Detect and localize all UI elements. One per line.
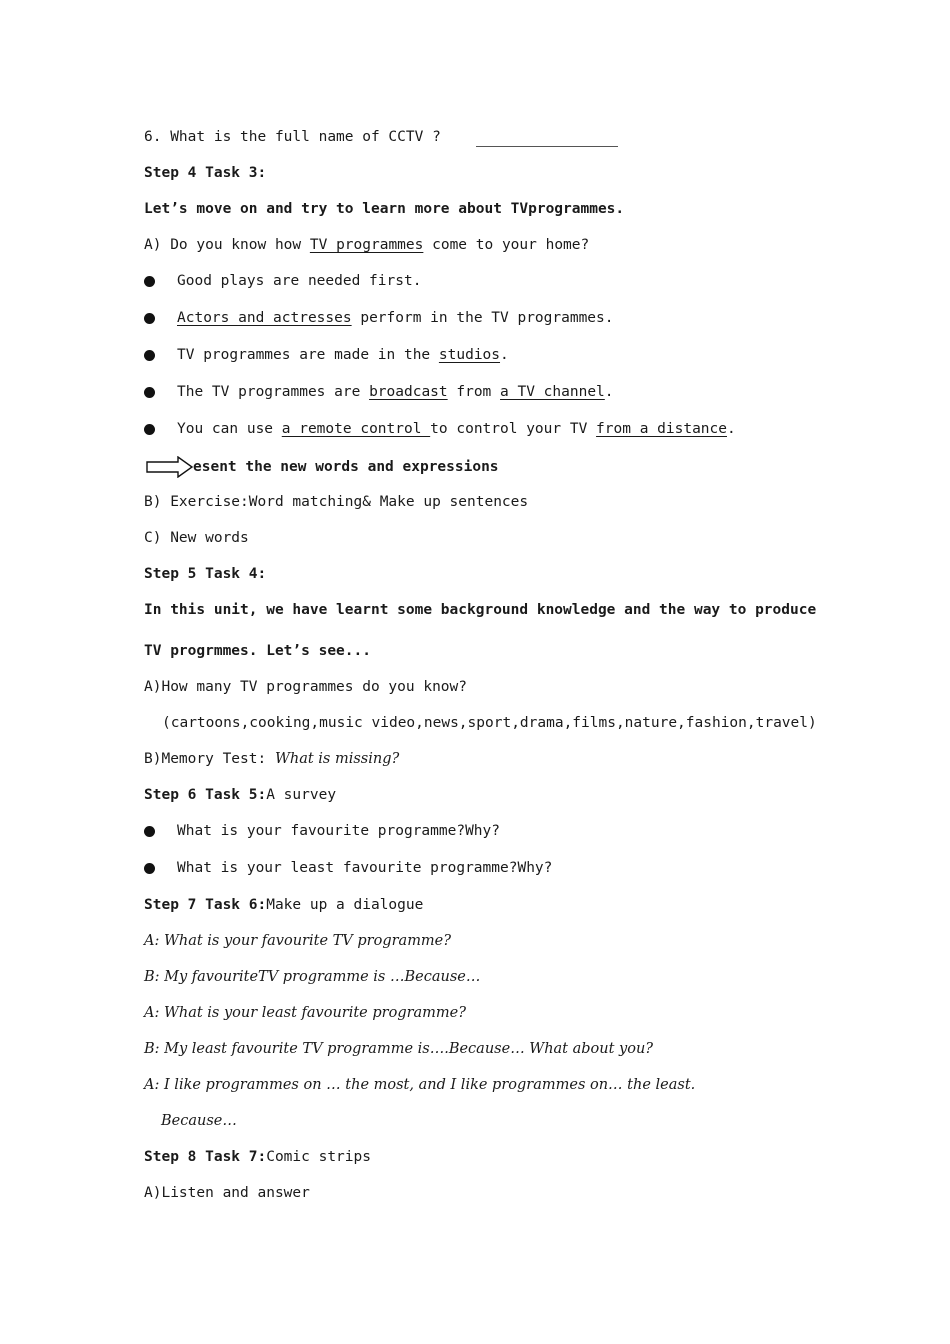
bullet-item: You can use a remote control to control your TV from a distance.	[177, 421, 736, 437]
survey-question: What is your least favourite programme?Why?	[177, 860, 553, 876]
bullet-icon	[144, 863, 155, 874]
bullet-icon	[144, 387, 155, 398]
bullet-icon	[144, 313, 155, 324]
step8-heading: Step 8 Task 7:Comic strips	[144, 1149, 371, 1165]
dialogue-line: A: What is your least favourite programme?	[144, 1005, 467, 1021]
question-6: 6. What is the full name of CCTV ?	[144, 127, 618, 147]
bullet-icon	[144, 424, 155, 435]
bullet-item: Good plays are needed first.	[177, 273, 422, 289]
dialogue-line: B: My least favourite TV programme is….Because… What about you?	[144, 1041, 654, 1057]
section-b: B) Exercise:Word matching& Make up sentences	[144, 494, 529, 510]
bullet-item: Actors and actresses perform in the TV programmes.	[177, 310, 614, 326]
bullet-item: The TV programmes are broadcast from a TV channel.	[177, 384, 614, 400]
step5-a: A)How many TV programmes do you know?	[144, 679, 468, 695]
step7-heading: Step 7 Task 6:Make up a dialogue	[144, 897, 424, 913]
bullet-icon	[144, 276, 155, 287]
step4-title: Step 4 Task 3:	[144, 165, 267, 181]
step5-title: Step 5 Task 4:	[144, 566, 267, 582]
bullet-icon	[144, 350, 155, 361]
step5-intro-2: TV progrmmes. Let’s see...	[144, 643, 371, 659]
present-note: esent the new words and expressions	[193, 459, 499, 475]
section-c: C) New words	[144, 530, 249, 546]
right-arrow-icon	[146, 456, 194, 478]
dialogue-line: A: What is your favourite TV programme?	[144, 933, 452, 949]
dialogue-line: A: I like programmes on … the most, and I like programmes on… the least.	[144, 1077, 696, 1093]
step4-intro: Let’s move on and try to learn more about TVprogrammes.	[144, 201, 625, 217]
dialogue-line: Because…	[161, 1113, 237, 1129]
step5-intro-1: In this unit, we have learnt some background knowledge and the way to produce	[144, 602, 817, 618]
step6-heading: Step 6 Task 5:A survey	[144, 787, 337, 803]
bullet-icon	[144, 826, 155, 837]
step8-a: A)Listen and answer	[144, 1185, 310, 1201]
step5-b: B)Memory Test: What is missing?	[144, 751, 400, 767]
survey-question: What is your favourite programme?Why?	[177, 823, 501, 839]
answer-blank[interactable]	[476, 132, 618, 147]
programme-list: (cartoons,cooking,music video,news,sport,drama,films,nature,fashion,travel)	[162, 715, 817, 731]
bullet-item: TV programmes are made in the studios.	[177, 347, 509, 363]
dialogue-line: B: My favouriteTV programme is …Because…	[144, 969, 481, 985]
section-a: A) Do you know how TV programmes come to your home?	[144, 237, 590, 253]
